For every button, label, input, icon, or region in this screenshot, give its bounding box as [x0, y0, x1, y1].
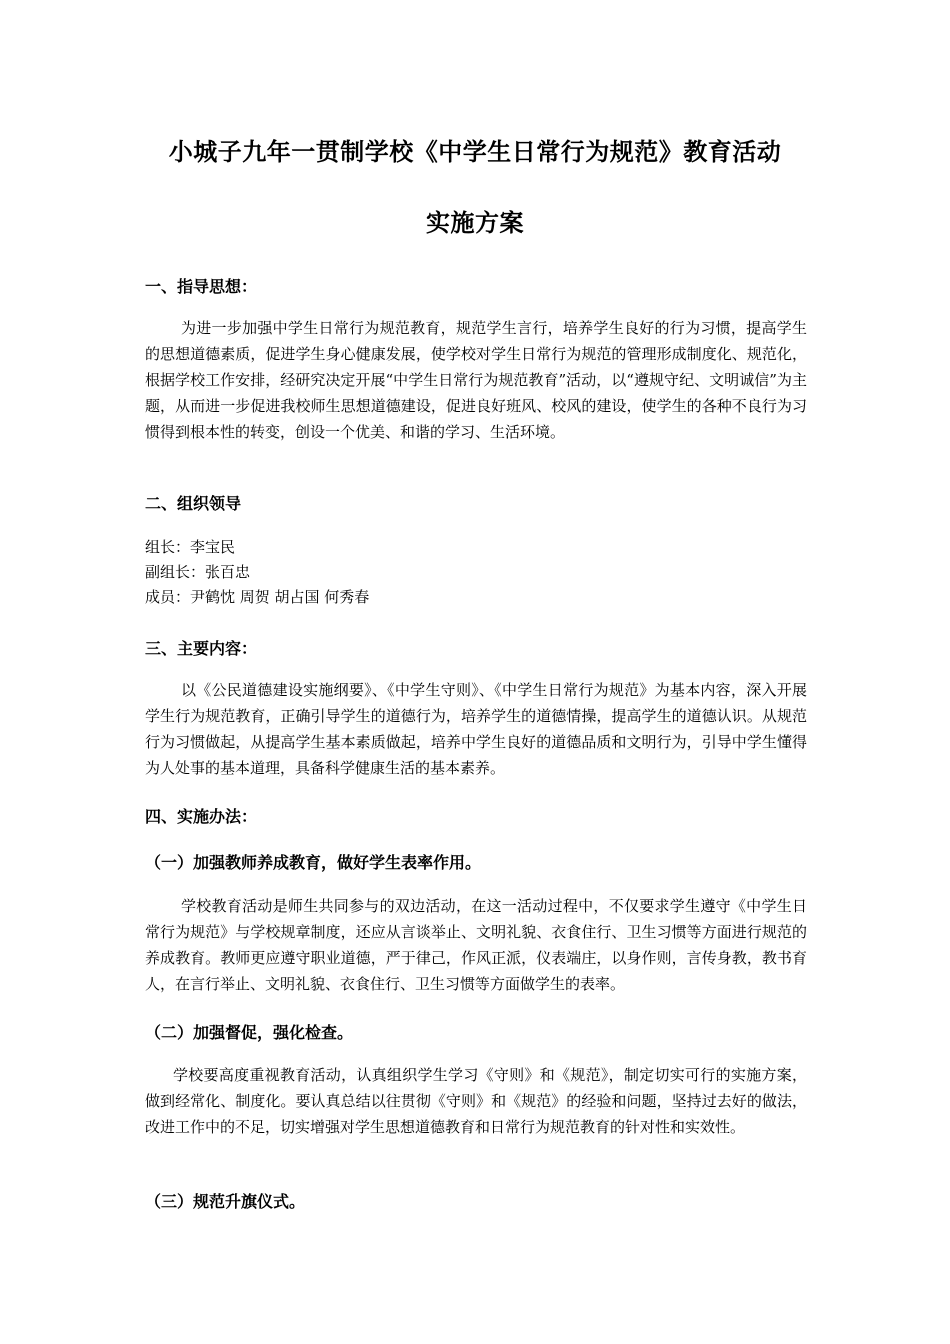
subsection-paragraph-supervision: 学校要高度重视教育活动，认真组织学生学习《守则》和《规范》，制定切实可行的实施方案，做到经常化、制度化。要认真总结以往贯彻《守则》和《规范》的经验和问题，坚持过去好的做法，改进工作中的不足，切实增强对学生思想道德教育和日常行为规范教育的针对性和实效性。	[145, 1066, 807, 1136]
subsection-heading-flag-ceremony: （三）规范升旗仪式。	[145, 1192, 306, 1211]
subsection-paragraph-teacher-example: 学校教育活动是师生共同参与的双边活动，在这一活动过程中，不仅要求学生遵守《中学生日常行为规范》与学校规章制度，还应从言谈举止、文明礼貌、衣食住行、卫生习惯等方面进行规范的养成教育。教师更应遵守职业道德，严于律己，作风正派，仪表端庄，以身作则，言传身教，教书育人，在言行举止、文明礼貌、衣食住行、卫生习惯等方面做学生的表率。	[145, 897, 807, 993]
section-heading-implementation: 四、实施办法：	[145, 807, 258, 826]
org-deputy-leader: 副组长：张百忠	[145, 563, 251, 581]
document-title: 小城子九年一贯制学校《中学生日常行为规范》教育活动	[168, 138, 782, 166]
section-heading-main-content: 三、主要内容：	[145, 639, 258, 658]
section-paragraph-main-content: 以《公民道德建设实施纲要》、《中学生守则》、《中学生日常行为规范》为基本内容，深入开展学生行为规范教育，正确引导学生的道德行为，培养学生的道德情操，提高学生的道德认识。从规范行为习惯做起，从提高学生基本素质做起，培养中学生良好的道德品质和文明行为，引导中学生懂得为人处事的基本道理，具备科学健康生活的基本素养。	[145, 681, 807, 777]
section-heading-guiding-ideology: 一、指导思想：	[145, 277, 258, 296]
subsection-heading-teacher-example: （一）加强教师养成教育，做好学生表率作用。	[145, 853, 482, 872]
section-paragraph-guiding-ideology: 为进一步加强中学生日常行为规范教育，规范学生言行，培养学生良好的行为习惯，提高学生的思想道德素质，促进学生身心健康发展，使学校对学生日常行为规范的管理形成制度化、规范化，根据学校工作安排，经研究决定开展“中学生日常行为规范教育”活动，以“遵规守纪、文明诚信”为主题，从而进一步促进我校师生思想道德建设，促进良好班风、校风的建设，使学生的各种不良行为习惯得到根本性的转变，创设一个优美、和谐的学习、生活环境。	[145, 319, 807, 441]
org-members: 成员：尹鹤忱 周贺 胡占国 何秀春	[145, 588, 370, 606]
org-leader: 组长：李宝民	[145, 538, 236, 556]
subsection-heading-supervision: （二）加强督促，强化检查。	[145, 1023, 354, 1042]
section-heading-organization: 二、组织领导	[145, 494, 242, 513]
document-subtitle: 实施方案	[426, 209, 524, 237]
